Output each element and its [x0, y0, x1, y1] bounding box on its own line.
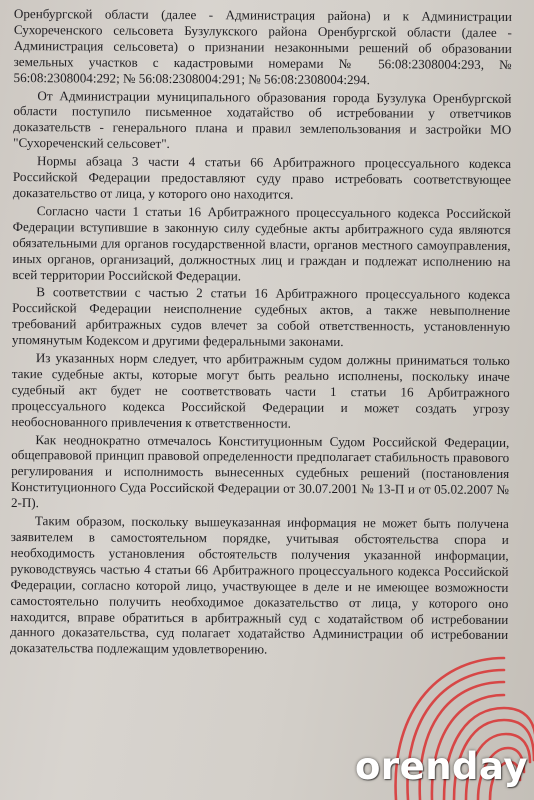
logo-text: orenday — [354, 745, 528, 788]
paragraph-1: Оренбургской области (далее - Администрация района) и к Администрации Сухореченского сельсовета Бузулукского района Оренбургской области (далее - Администрация сельсовета) о признании незаконными решений об образовании земельных участков с кадастровыми номерами № 56:08:2308004:293, № 56:08:2308004:292; № 56:08:2308004:291; № 56:08:2308004:294. — [13, 6, 512, 87]
orenday-logo — [355, 745, 528, 788]
paragraph-3: Нормы абзаца 3 части 4 статьи 66 Арбитражного процессуального кодекса Российской Федерации предоставляют суду право истребовать соответствующее доказательство от лица, у которого оно находится. — [12, 153, 512, 202]
paragraph-7: Как неоднократно отмечалось Конституционным Судом Российской Федерации, общеправовой принцип правовой определенности предполагает стабильность правового регулирования и исполнимость вынесенных судебных решений (постановления Конституционного Суда Российской Федерации от 30.07.2001 № 13-П и от 05.02.2007 № 2-П). — [10, 431, 510, 511]
paragraph-2: От Администрации муниципального образования города Бузулука Оренбургской области поступило письменное ходатайство об истребовании у ответчиков доказательств - генерального плана и правил землепользования и застройки МО "Сухореченский сельсовет". — [13, 87, 512, 152]
document-body — [10, 6, 512, 659]
paragraph-6: Из указанных норм следует, что арбитражным судом должны приниматься только такие судебные акты, которые могут быть реально исполнены, поскольку иначе судебный акт будет не соответствовать части 1 статьи 16 Арбитражного процессуального кодекса Российской Федерации и может создать угрозу необоснованного привлечения к ответственности. — [11, 350, 510, 431]
paragraph-8: Таким образом, поскольку вышеуказанная информация не может быть получена заявителем в самостоятельном порядке, учитывая обстоятельства спора и необходимость установления обстоятельств получения указанной информации, руководствуясь частью 4 статьи 66 Арбитражного процессуального кодекса Российской Федерации, согласно которой лицо, участвующее в деле и не имеющее возможности самостоятельно получить необходимое доказательство от лица, у которого оно находится, вправе обратиться в арбитражный суд с ходатайством об истребовании данного доказательства, суд полагает ходатайство Администрации об истребовании доказательства подлежащим удовлетворению. — [10, 513, 509, 657]
paragraph-4: Согласно части 1 статьи 16 Арбитражного процессуального кодекса Российской Федерации вступившие в законную силу судебные акты арбитражного суда являются обязательными для органов государственной власти, органов местного самоуправления, иных органов, организаций, должностных лиц и граждан и подлежат исполнению на всей территории Российской Федерации. — [12, 203, 511, 283]
paragraph-5: В соответствии с частью 2 статьи 16 Арбитражного процессуального кодекса Российской Федерации неисполнение судебных актов, а также невыполнение требований арбитражных судов влечет за собой ответственность, установленную упомянутым Кодексом и другими федеральными законами. — [11, 284, 511, 350]
